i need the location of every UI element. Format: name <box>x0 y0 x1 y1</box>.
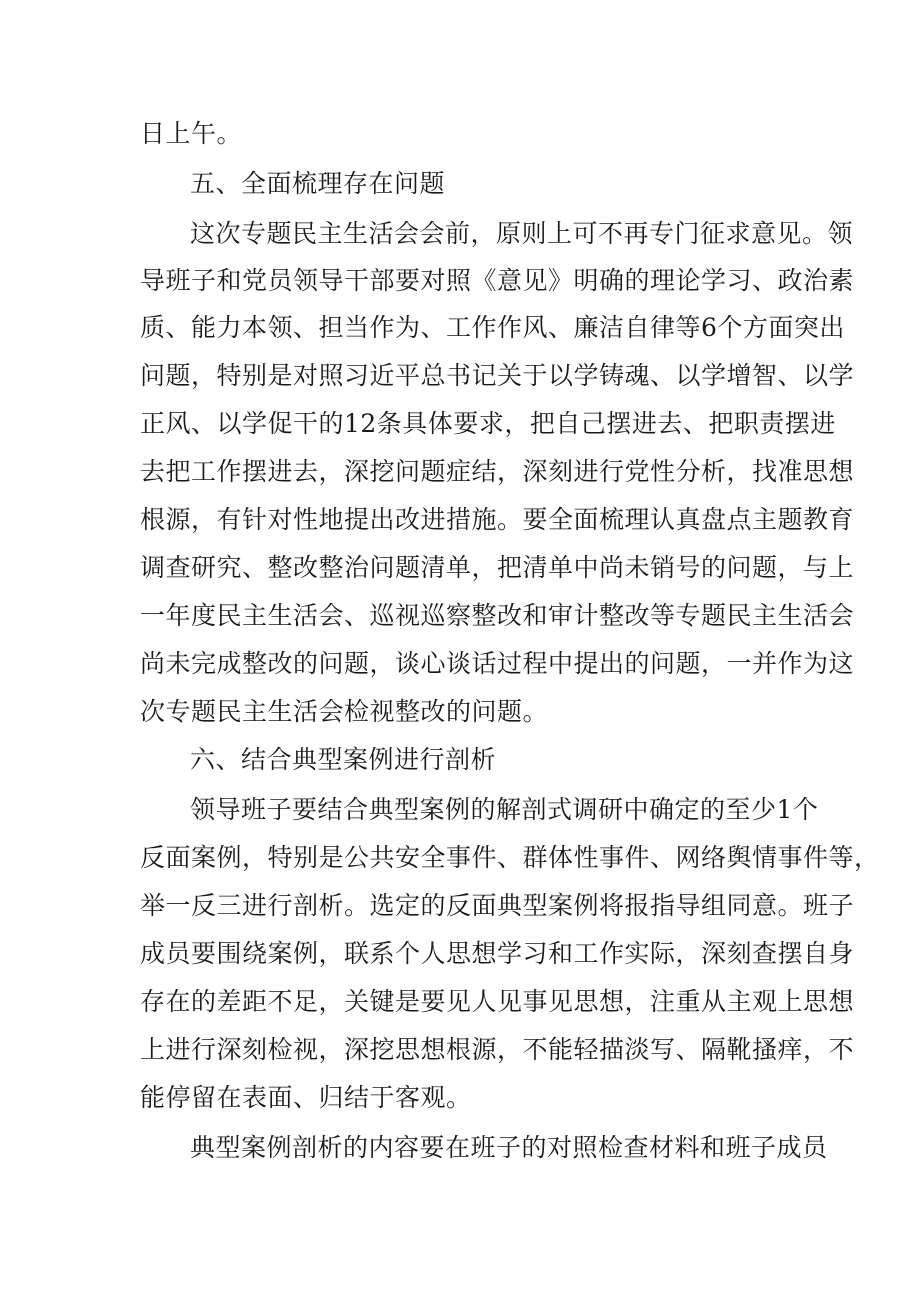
text-line: 日上午。 <box>140 119 243 148</box>
text-line: 问题，特别是对照习近平总书记关于以学铸魂、以学增智、以学 <box>140 361 855 390</box>
text-line: 反面案例，特别是公共安全事件、群体性事件、网络舆情事件等， <box>140 843 880 872</box>
text-line: 去把工作摆进去，深挖问题症结，深刻进行党性分析，找准思想 <box>140 457 855 486</box>
section-heading: 五、全面梳理存在问题 <box>190 169 446 198</box>
text-line: 正风、以学促干的12条具体要求，把自己摆进去、把职责摆进 <box>140 409 836 438</box>
text-line: 尚未完成整改的问题，谈心谈话过程中提出的问题，一并作为这 <box>140 649 855 678</box>
text-line: 典型案例剖析的内容要在班子的对照检查材料和班子成员 <box>190 1133 828 1162</box>
text-line: 这次专题民主生活会会前，原则上可不再专门征求意见。领 <box>190 219 854 248</box>
text-line: 导班子和党员领导干部要对照《意见》明确的理论学习、政治素 <box>140 266 855 295</box>
text-line: 调查研究、整改整治问题清单，把清单中尚未销号的问题，与上 <box>140 553 855 582</box>
text-line: 成员要围绕案例，联系个人思想学习和工作实际，深刻查摆自身 <box>140 939 855 968</box>
text-line: 存在的差距不足，关键是要见人见事见思想，注重从主观上思想 <box>140 987 855 1016</box>
text-line: 举一反三进行剖析。选定的反面典型案例将报指导组同意。班子 <box>140 891 855 920</box>
text-line: 根源，有针对性地提出改进措施。要全面梳理认真盘点主题教育 <box>140 505 855 534</box>
text-line: 次专题民主生活会检视整改的问题。 <box>140 697 549 726</box>
text-line: 上进行深刻检视，深挖思想根源，不能轻描淡写、隔靴搔痒，不 <box>140 1035 855 1064</box>
section-heading: 六、结合典型案例进行剖析 <box>190 745 497 774</box>
text-line: 领导班子要结合典型案例的解剖式调研中确定的至少1个 <box>190 795 819 824</box>
text-line: 能停留在表面、归结于客观。 <box>140 1083 472 1112</box>
text-line: 一年度民主生活会、巡视巡察整改和审计整改等专题民主生活会 <box>140 601 855 630</box>
text-line: 质、能力本领、担当作为、工作作风、廉洁自律等6个方面突出 <box>140 313 845 342</box>
